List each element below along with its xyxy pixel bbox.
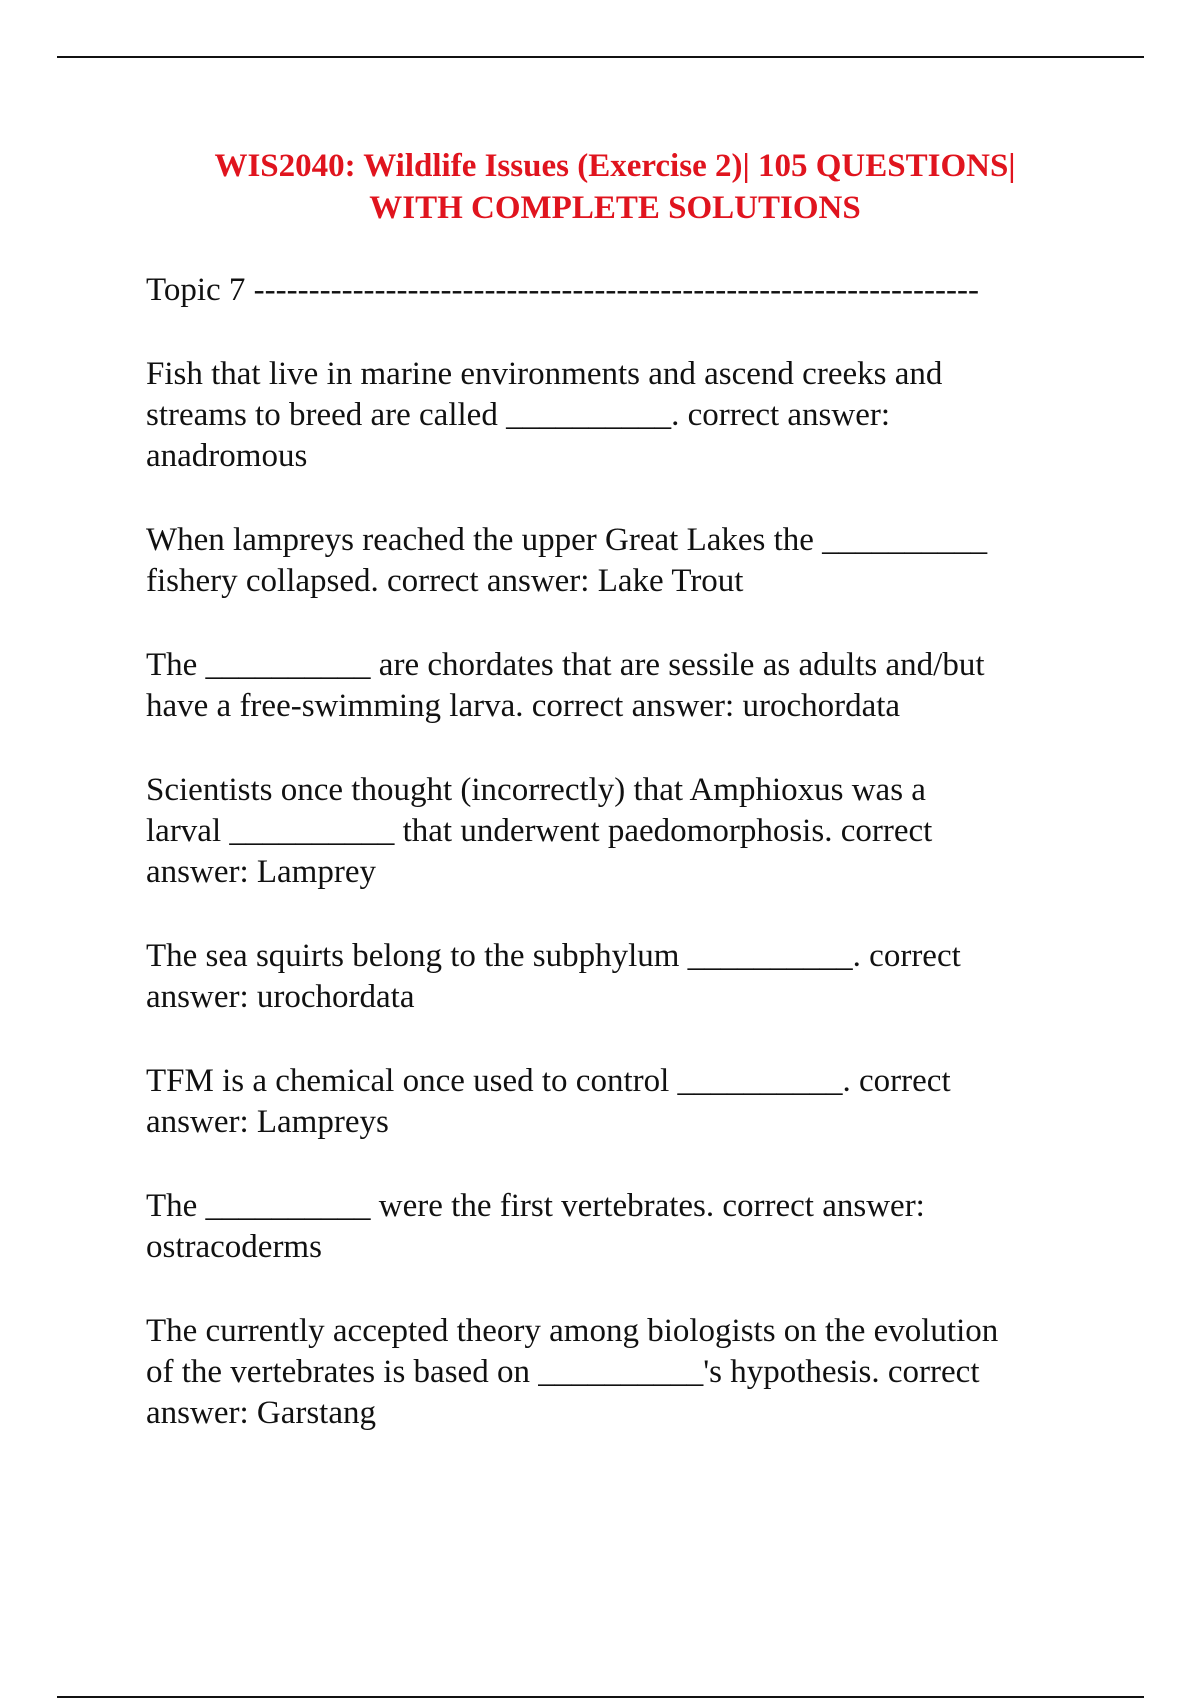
question-line: ostracoderms xyxy=(146,1229,322,1265)
question-line: The currently accepted theory among biologists on the evolution xyxy=(146,1313,999,1349)
question-line: Scientists once thought (incorrectly) that Amphioxus was a xyxy=(146,772,926,808)
question-5 xyxy=(146,936,1096,1018)
question-line: The __________ were the first vertebrates. correct answer: xyxy=(146,1188,925,1224)
question-8 xyxy=(146,1311,1096,1434)
question-line: The __________ are chordates that are sessile as adults and/but xyxy=(146,647,985,683)
document-body xyxy=(146,270,1096,1477)
question-line: fishery collapsed. correct answer: Lake Trout xyxy=(146,563,744,599)
top-divider xyxy=(57,56,1144,58)
question-line: answer: Lampreys xyxy=(146,1104,389,1140)
title-line-2: WITH COMPLETE SOLUTIONS xyxy=(369,190,861,226)
question-line: answer: Lamprey xyxy=(146,854,376,890)
question-line: The sea squirts belong to the subphylum __________. correct xyxy=(146,938,961,974)
question-line: larval __________ that underwent paedomorphosis. correct xyxy=(146,813,933,849)
question-1 xyxy=(146,354,1096,477)
question-3 xyxy=(146,645,1096,727)
question-6 xyxy=(146,1061,1096,1143)
question-line: Fish that live in marine environments and ascend creeks and xyxy=(146,356,943,392)
question-4 xyxy=(146,770,1096,893)
question-line: answer: Garstang xyxy=(146,1395,377,1431)
question-line: answer: urochordata xyxy=(146,979,415,1015)
question-line: anadromous xyxy=(146,438,308,474)
question-line: have a free-swimming larva. correct answer: urochordata xyxy=(146,688,901,724)
title-line-1: WIS2040: Wildlife Issues (Exercise 2)| 105 QUESTIONS| xyxy=(214,148,1016,184)
bottom-divider xyxy=(57,1696,1144,1698)
question-7 xyxy=(146,1186,1096,1268)
question-line: TFM is a chemical once used to control __________. correct xyxy=(146,1063,951,1099)
topic-heading: Topic 7 ------------------------------------------------------------------ xyxy=(146,272,979,308)
question-2 xyxy=(146,520,1096,602)
question-line: of the vertebrates is based on __________'s hypothesis. correct xyxy=(146,1354,980,1390)
page-title xyxy=(120,145,1110,229)
question-line: streams to breed are called __________. correct answer: xyxy=(146,397,891,433)
question-line: When lampreys reached the upper Great Lakes the __________ xyxy=(146,522,988,558)
